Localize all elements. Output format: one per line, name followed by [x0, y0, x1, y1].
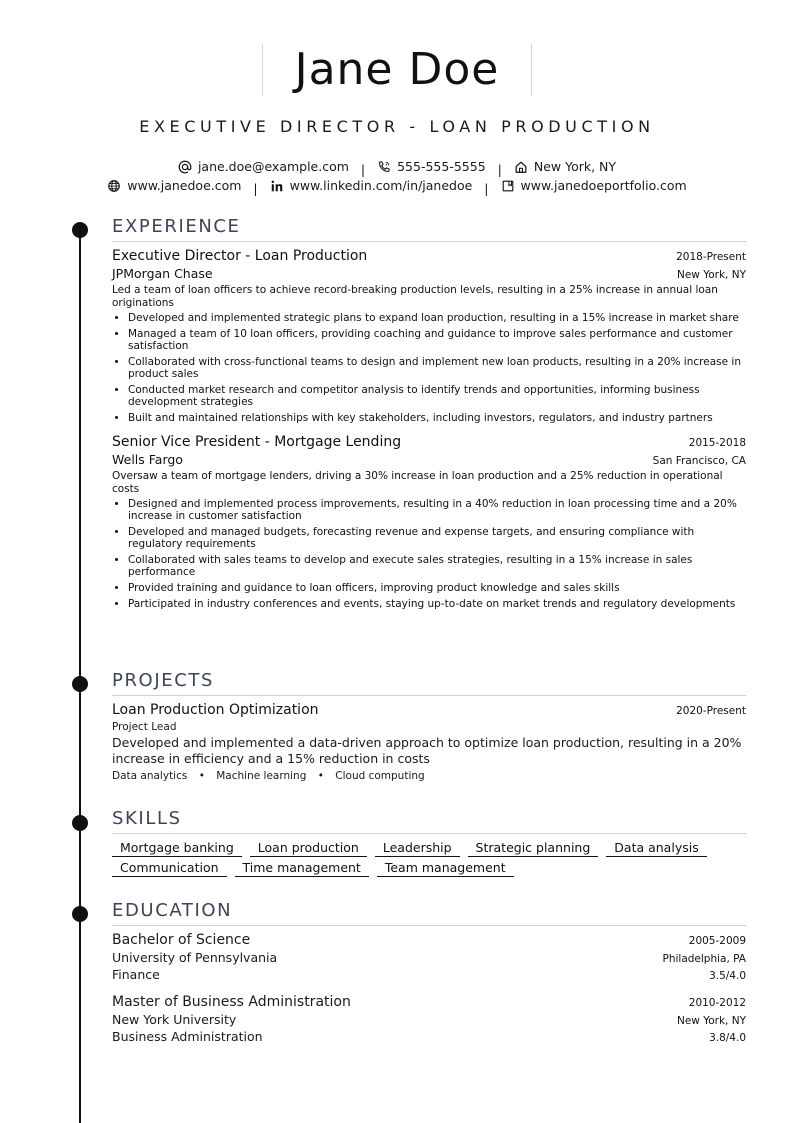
- bullet-item: • Collaborated with cross-functional teams to design and implement new loan products, resulting in a 20% increase in product sales: [128, 356, 746, 380]
- contact-row-2: [0, 178, 794, 196]
- job-summary: Oversaw a team of mortgage lenders, driving a 30% increase in loan production and a 25% reduction in operational costs: [112, 470, 723, 495]
- timeline-line: [79, 226, 81, 1123]
- contact-separator: |: [497, 161, 502, 177]
- edu-date: 2005-2009: [688, 935, 746, 947]
- edu-degree: Master of Business Administration: [112, 994, 351, 1010]
- linkedin-text: www.linkedin.com/in/janedoe: [289, 178, 473, 193]
- home-icon: [514, 160, 528, 174]
- tool-item: Cloud computing: [335, 770, 425, 782]
- bullet-item: • Conducted market research and competitor analysis to identify trends and opportunities, informing business development strategies: [128, 384, 746, 408]
- phone-contact[interactable]: [377, 159, 486, 174]
- timeline-dot-experience: [72, 222, 88, 238]
- at-icon: [178, 160, 192, 174]
- job-summary: Led a team of loan officers to achieve record-breaking production levels, resulting in a 25% increase in annual loan originations: [112, 284, 718, 309]
- experience-section: [112, 216, 746, 620]
- bullet-item: • Participated in industry conferences and events, staying up-to-date on market trends and regulatory developments: [128, 598, 746, 610]
- skill-tag: Data analysis: [606, 840, 706, 857]
- location-text: New York, NY: [533, 159, 617, 174]
- edu-field: Business Administration: [112, 1029, 263, 1044]
- skill-tag: Communication: [112, 860, 227, 877]
- phone-text: 555-555-5555: [397, 159, 486, 174]
- email-text: jane.doe@example.com: [197, 159, 349, 174]
- edu-school: University of Pennsylvania: [112, 950, 278, 965]
- job-bullets: [112, 498, 746, 610]
- skills-list: [112, 840, 746, 877]
- experience-heading: EXPERIENCE: [112, 216, 746, 242]
- candidate-name: Jane Doe: [262, 44, 533, 96]
- edu-school: New York University: [112, 1012, 237, 1027]
- skill-tag: Time management: [235, 860, 369, 877]
- portfolio-contact[interactable]: [501, 178, 687, 193]
- skills-section: [112, 808, 746, 877]
- skill-tag: Team management: [377, 860, 514, 877]
- job-entry: [112, 248, 746, 424]
- timeline-dot-skills: [72, 815, 88, 831]
- education-entry: [112, 994, 746, 1044]
- phone-icon: [377, 160, 391, 174]
- contact-row-1: [0, 159, 794, 177]
- skill-tag: Strategic planning: [468, 840, 599, 857]
- education-entry: [112, 932, 746, 982]
- project-date: 2020-Present: [676, 705, 746, 717]
- bullet-item: • Built and maintained relationships with key stakeholders, including investors, regulators, and industry partners: [128, 412, 746, 424]
- edu-date: 2010-2012: [688, 997, 746, 1009]
- skill-tag: Loan production: [250, 840, 367, 857]
- bullet-item: • Designed and implemented process improvements, resulting in a 40% reduction in loan processing time and a 20% increase in customer satisfaction: [128, 498, 746, 522]
- email-contact[interactable]: [178, 159, 349, 174]
- projects-section: [112, 670, 746, 782]
- job-role: Senior Vice President - Mortgage Lending: [112, 434, 402, 450]
- job-entry: [112, 434, 746, 610]
- linkedin-contact[interactable]: [270, 178, 473, 193]
- job-date: 2015-2018: [688, 437, 746, 449]
- project-role: Project Lead: [112, 721, 177, 733]
- project-entry: [112, 702, 746, 782]
- linkedin-icon: [270, 179, 284, 193]
- projects-heading: PROJECTS: [112, 670, 746, 696]
- location-contact: [514, 159, 616, 174]
- bullet-item: • Developed and implemented strategic plans to expand loan production, resulting in a 15% increase in market share: [128, 312, 746, 324]
- skills-heading: SKILLS: [112, 808, 746, 834]
- education-heading: EDUCATION: [112, 900, 746, 926]
- edu-location: Philadelphia, PA: [662, 953, 746, 965]
- bullet-item: • Provided training and guidance to loan officers, improving product knowledge and sales skills: [128, 582, 746, 594]
- project-tools: [112, 770, 746, 782]
- job-date: 2018-Present: [676, 251, 746, 263]
- job-bullets: [112, 312, 746, 424]
- contact-separator: |: [360, 161, 366, 177]
- edu-gpa: 3.8/4.0: [709, 1032, 746, 1044]
- tool-separator: •: [317, 770, 324, 782]
- job-company: JPMorgan Chase: [112, 266, 213, 281]
- skill-tag: Mortgage banking: [112, 840, 242, 857]
- edu-location: New York, NY: [676, 1015, 746, 1027]
- edu-gpa: 3.5/4.0: [709, 970, 746, 982]
- timeline-dot-education: [72, 906, 88, 922]
- timeline-dot-projects: [72, 676, 88, 692]
- edu-field: Finance: [112, 967, 160, 982]
- name-block: [0, 44, 794, 96]
- edu-degree: Bachelor of Science: [112, 932, 251, 948]
- bullet-item: • Managed a team of 10 loan officers, providing coaching and guidance to improve sales performance and customer satisfaction: [128, 328, 746, 352]
- job-role: Executive Director - Loan Production: [112, 248, 368, 264]
- website-contact[interactable]: [107, 178, 241, 193]
- tool-separator: •: [198, 770, 205, 782]
- tool-item: Machine learning: [216, 770, 307, 782]
- website-text: www.janedoe.com: [127, 178, 242, 193]
- skill-tag: Leadership: [375, 840, 460, 857]
- bullet-item: • Collaborated with sales teams to develop and execute sales strategies, resulting in a 15% increase in sales performance: [128, 554, 746, 578]
- project-name: Loan Production Optimization: [112, 702, 319, 718]
- tool-item: Data analytics: [112, 770, 188, 782]
- job-location: New York, NY: [676, 269, 746, 281]
- portfolio-text: www.janedoeportfolio.com: [520, 178, 687, 193]
- globe-icon: [107, 179, 121, 193]
- job-title: EXECUTIVE DIRECTOR - LOAN PRODUCTION: [139, 117, 655, 136]
- project-description: Developed and implemented a data-driven approach to optimize loan production, resulting in a 20% increase in efficiency and a 15% reduction in costs: [112, 735, 742, 766]
- job-location: San Francisco, CA: [652, 455, 746, 467]
- portfolio-icon: [501, 179, 515, 193]
- job-company: Wells Fargo: [112, 452, 183, 467]
- contact-separator: |: [484, 180, 489, 196]
- education-section: [112, 900, 746, 1056]
- contact-separator: |: [253, 180, 258, 196]
- bullet-item: • Developed and managed budgets, forecasting revenue and expense targets, and ensuring compliance with regulatory requirements: [128, 526, 746, 550]
